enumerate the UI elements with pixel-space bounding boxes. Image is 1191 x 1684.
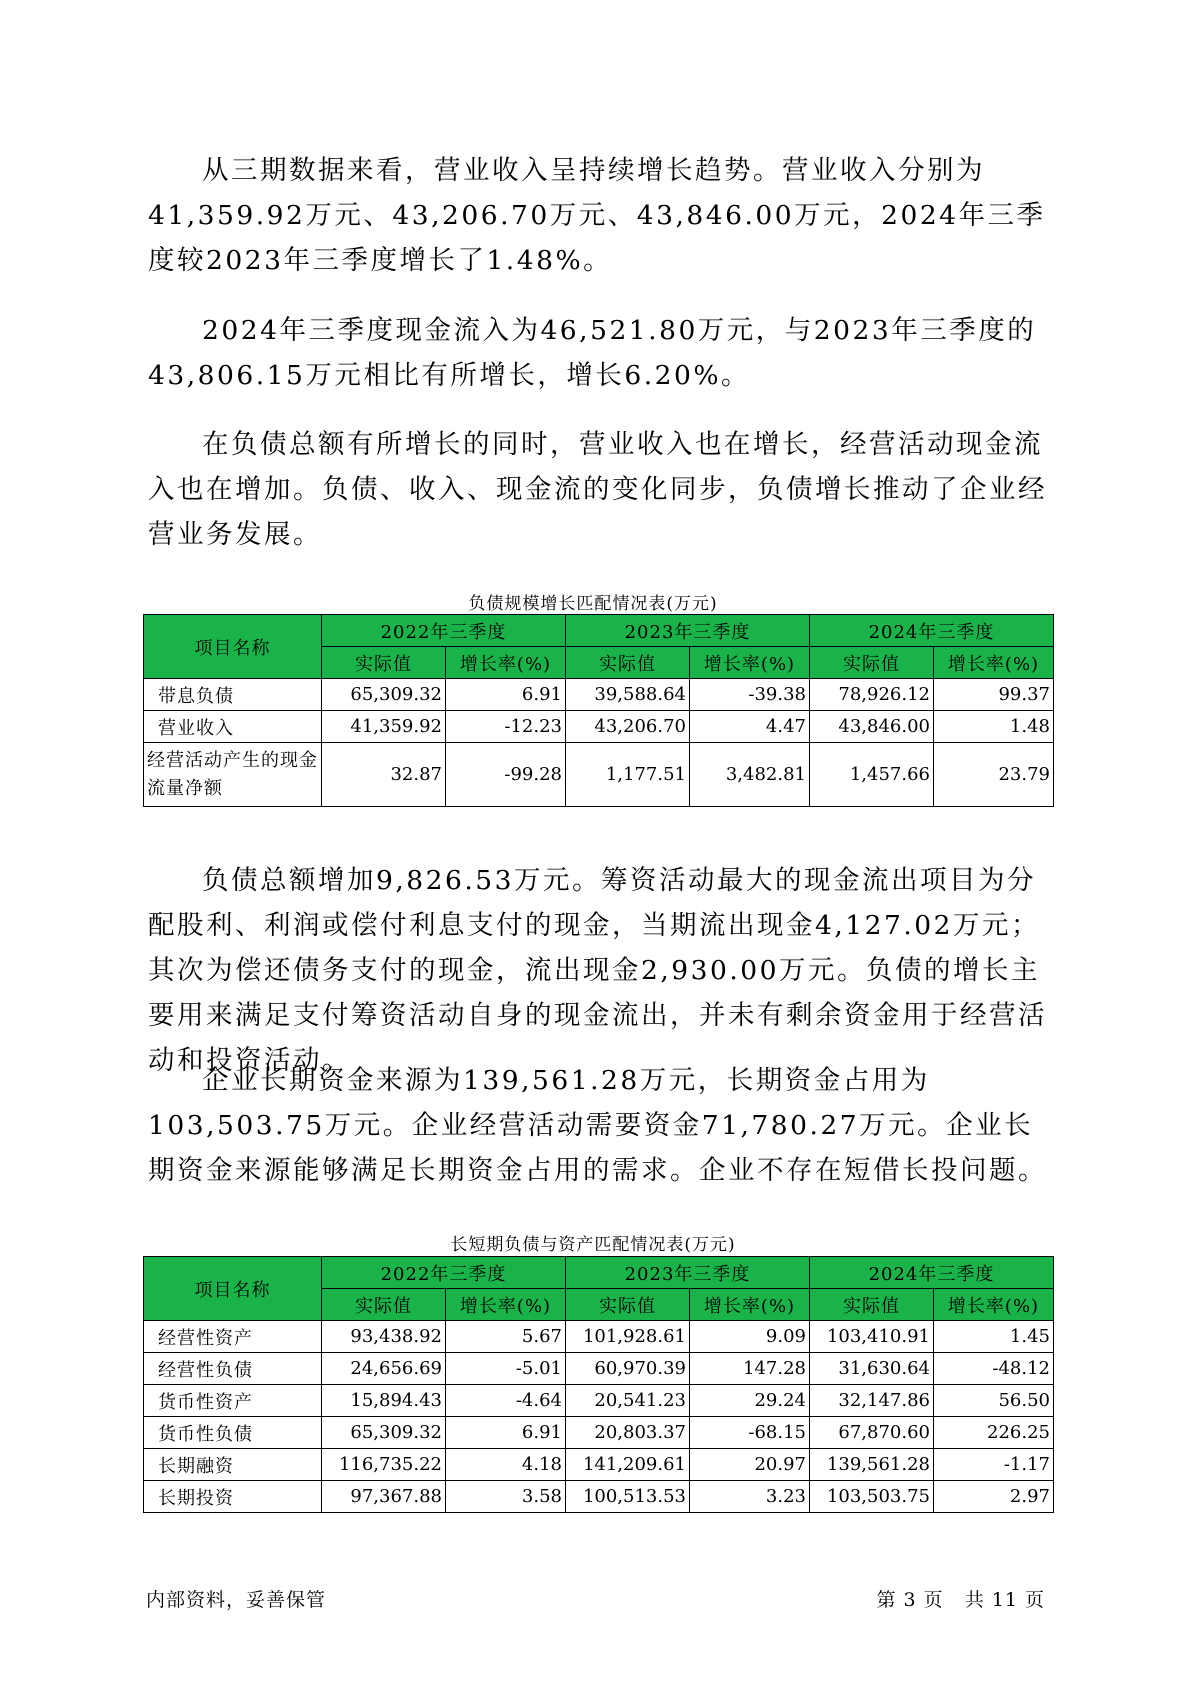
table-row (144, 1353, 1054, 1385)
cell-value: -4.64 (446, 1385, 566, 1417)
subheader-growth: 增长率(%) (690, 647, 810, 679)
paragraph-text: 从三期数据来看，营业收入呈持续增长趋势。营业收入分别为41,359.92万元、43,206.70万元、43,846.00万元，2024年三季度较2023年三季度增长了1.48%。 (148, 155, 1046, 276)
cell-value: 56.50 (934, 1385, 1054, 1417)
cell-value: 20,541.23 (566, 1385, 690, 1417)
paragraph-revenue-trend (148, 148, 1048, 283)
row-name: 经营活动产生的现金流量净额 (144, 743, 322, 807)
table-row (144, 1481, 1054, 1513)
row-name: 经营性资产 (144, 1321, 322, 1353)
cell-value: 226.25 (934, 1417, 1054, 1449)
paragraph-text: 2024年三季度现金流入为46,521.80万元，与2023年三季度的43,806.15万元相比有所增长，增长6.20%。 (148, 315, 1037, 391)
table-row (144, 711, 1054, 743)
cell-value: 24,656.69 (322, 1353, 446, 1385)
cell-value: 3.23 (690, 1481, 810, 1513)
cell-value: 1.45 (934, 1321, 1054, 1353)
row-name: 经营性负债 (144, 1353, 322, 1385)
cell-value: 99.37 (934, 679, 1054, 711)
cell-value: 101,928.61 (566, 1321, 690, 1353)
header-item-name: 项目名称 (144, 615, 322, 679)
cell-value: 139,561.28 (810, 1449, 934, 1481)
table-row (144, 1385, 1054, 1417)
cell-value: -48.12 (934, 1353, 1054, 1385)
cell-value: 41,359.92 (322, 711, 446, 743)
header-period: 2023年三季度 (566, 615, 810, 647)
row-name: 货币性负债 (144, 1417, 322, 1449)
cell-value: 93,438.92 (322, 1321, 446, 1353)
cell-value: 103,503.75 (810, 1481, 934, 1513)
cell-value: 147.28 (690, 1353, 810, 1385)
cell-value: 5.67 (446, 1321, 566, 1353)
cell-value: 3,482.81 (690, 743, 810, 807)
paragraph-debt-growth (148, 422, 1048, 557)
subheader-growth: 增长率(%) (446, 647, 566, 679)
subheader-growth: 增长率(%) (690, 1289, 810, 1321)
subheader-actual: 实际值 (566, 1289, 690, 1321)
cell-value: 103,410.91 (810, 1321, 934, 1353)
cell-value: 32.87 (322, 743, 446, 807)
row-name: 长期融资 (144, 1449, 322, 1481)
cell-value: 97,367.88 (322, 1481, 446, 1513)
subheader-actual: 实际值 (322, 1289, 446, 1321)
table-row (144, 743, 1054, 807)
subheader-growth: 增长率(%) (934, 1289, 1054, 1321)
cell-value: 1.48 (934, 711, 1054, 743)
cell-value: -39.38 (690, 679, 810, 711)
subheader-actual: 实际值 (810, 647, 934, 679)
cell-value: 2.97 (934, 1481, 1054, 1513)
subheader-growth: 增长率(%) (934, 647, 1054, 679)
cell-value: 3.58 (446, 1481, 566, 1513)
table2-caption: 长短期负债与资产匹配情况表(万元) (450, 1235, 736, 1255)
cell-value: 1,457.66 (810, 743, 934, 807)
paragraph-financing-outflow (148, 858, 1048, 1083)
cell-value: -68.15 (690, 1417, 810, 1449)
row-name: 营业收入 (144, 711, 322, 743)
cell-value: 43,846.00 (810, 711, 934, 743)
table-row (144, 1449, 1054, 1481)
cell-value: 4.18 (446, 1449, 566, 1481)
cell-value: 23.79 (934, 743, 1054, 807)
paragraph-text: 企业长期资金来源为139,561.28万元，长期资金占用为103,503.75万元。企业经营活动需要资金71,780.27万元。企业长期资金来源能够满足长期资金占用的需求。企业不存在短借长投问题。 (148, 1065, 1047, 1186)
row-name: 货币性资产 (144, 1385, 322, 1417)
cell-value: 39,588.64 (566, 679, 690, 711)
cell-value: 6.91 (446, 679, 566, 711)
debt-scale-table (143, 614, 1054, 807)
header-period: 2023年三季度 (566, 1257, 810, 1289)
cell-value: 65,309.32 (322, 1417, 446, 1449)
table-row (144, 679, 1054, 711)
cell-value: 32,147.86 (810, 1385, 934, 1417)
cell-value: -12.23 (446, 711, 566, 743)
table1-caption: 负债规模增长匹配情况表(万元) (468, 594, 718, 614)
subheader-actual: 实际值 (322, 647, 446, 679)
cell-value: 20.97 (690, 1449, 810, 1481)
header-period: 2024年三季度 (810, 615, 1054, 647)
cell-value: 15,894.43 (322, 1385, 446, 1417)
row-name: 带息负债 (144, 679, 322, 711)
cell-value: 1,177.51 (566, 743, 690, 807)
paragraph-text: 在负债总额有所增长的同时，营业收入也在增长，经营活动现金流入也在增加。负债、收入、现金流的变化同步，负债增长推动了企业经营业务发展。 (148, 429, 1047, 550)
cell-value: 4.47 (690, 711, 810, 743)
subheader-growth: 增长率(%) (446, 1289, 566, 1321)
cell-value: 31,630.64 (810, 1353, 934, 1385)
asset-liability-match-table (143, 1256, 1054, 1513)
header-period: 2022年三季度 (322, 1257, 566, 1289)
cell-value: 9.09 (690, 1321, 810, 1353)
paragraph-long-term-funds (148, 1058, 1048, 1193)
cell-value: 43,206.70 (566, 711, 690, 743)
subheader-actual: 实际值 (810, 1289, 934, 1321)
table-row (144, 1321, 1054, 1353)
cell-value: 29.24 (690, 1385, 810, 1417)
cell-value: 141,209.61 (566, 1449, 690, 1481)
table-row (144, 1417, 1054, 1449)
cell-value: 67,870.60 (810, 1417, 934, 1449)
table-header-row (144, 1257, 1054, 1289)
cell-value: 60,970.39 (566, 1353, 690, 1385)
footer-page-number: 第 3 页 共 11 页 (876, 1589, 1045, 1611)
subheader-actual: 实际值 (566, 647, 690, 679)
cell-value: -99.28 (446, 743, 566, 807)
cell-value: -1.17 (934, 1449, 1054, 1481)
footer-confidential-note: 内部资料，妥善保管 (146, 1589, 327, 1611)
paragraph-text: 负债总额增加9,826.53万元。筹资活动最大的现金流出项目为分配股利、利润或偿付利息支付的现金，当期流出现金4,127.02万元；其次为偿还债务支付的现金，流出现金2,930.00万元。负债的增长主要用来满足支付筹资活动自身的现金流出，并未有剩余资金用于经营活动和投资活动。 (148, 865, 1047, 1076)
cell-value: 100,513.53 (566, 1481, 690, 1513)
header-period: 2022年三季度 (322, 615, 566, 647)
row-name: 长期投资 (144, 1481, 322, 1513)
header-period: 2024年三季度 (810, 1257, 1054, 1289)
cell-value: 65,309.32 (322, 679, 446, 711)
cell-value: -5.01 (446, 1353, 566, 1385)
cell-value: 20,803.37 (566, 1417, 690, 1449)
paragraph-cash-inflow (148, 308, 1048, 398)
table-header-row (144, 615, 1054, 647)
cell-value: 78,926.12 (810, 679, 934, 711)
cell-value: 6.91 (446, 1417, 566, 1449)
header-item-name: 项目名称 (144, 1257, 322, 1321)
cell-value: 116,735.22 (322, 1449, 446, 1481)
